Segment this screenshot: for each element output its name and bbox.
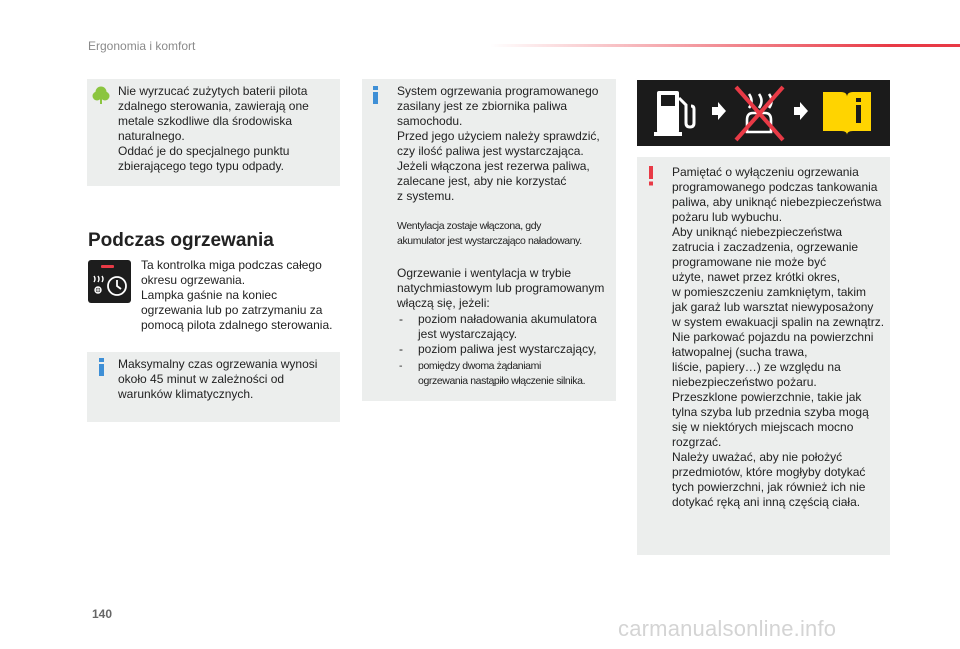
warning-icon — [647, 166, 655, 186]
section-title: Podczas ogrzewania — [88, 230, 274, 251]
section-header: Ergonomia i komfort — [88, 39, 196, 53]
condition-item: - poziom paliwa jest wystarczający, — [397, 342, 612, 357]
conditions-list — [397, 312, 612, 389]
arrow-right-icon — [712, 102, 726, 120]
info-system-text: System ogrzewania programowanego zasilany jest ze zbiornika paliwa samochodu. Przed jego użyciem należy sprawdzić, czy ilość paliwa jest wystarczająca. Jeżeli włączona jest rezerwa paliwa, zalecane jest, aby nie korzystać z systemu. — [397, 84, 600, 203]
indicator-description: Ta kontrolka miga podczas całego okresu ogrzewania. Lampka gaśnie na koniec ogrzewania lub po zatrzymaniu za pomocą pilota zdalnego sterowania. — [141, 258, 333, 332]
condition-item: - poziom naładowania akumulatora jest wystarczający. — [397, 312, 612, 342]
warning-note-text: Pamiętać o wyłączeniu ogrzewania programowanego podczas tankowania paliwa, aby uniknąć niebezpieczeństwa pożaru lub wybuchu. Aby uniknąć niebezpieczeństwa zatrucia i zaczadzenia, ogrzewanie programowane nie może być użyte, nawet przez krótki okres, w pomieszczeniu zamkniętym, takim jak garaż lub warsztat niewyposażony w system ewakuacji spalin na zewnątrz. Nie parkować pojazdu na powierzchni łatwopalnej (sucha trawa, liście, papiery…) ze względu na niebezpieczeństwo pożaru. Przeszklone powierzchnie, takie jak tylna szyba lub przednia szyba mogą się w niektórych miejscach mocno rozgrzać. Należy uważać, aby nie położyć przedmiotów, które mogłyby dotykać tych powierzchni, jak również ich nie dotykać ręką ani inną częścią ciała. — [672, 165, 885, 509]
condition-item: - pomiędzy dwoma żądaniami ogrzewania nastąpiło włączenie silnika. — [397, 359, 612, 389]
fuel-pump-icon — [654, 91, 694, 136]
heating-crossed-icon — [736, 87, 783, 140]
refuel-warning-banner — [637, 80, 890, 146]
watermark: carmanualsonline.info — [618, 616, 837, 641]
arrow-right-icon — [794, 102, 808, 120]
page-number: 140 — [92, 607, 113, 621]
ventilation-note: Wentylacja zostaje włączona, gdy akumulator jest wystarczająco naładowany. — [397, 220, 582, 247]
info-icon — [96, 358, 108, 376]
info-icon — [370, 86, 382, 104]
info-max-time-text: Maksymalny czas ogrzewania wynosi około 45 minut w zależności od warunków klimatycznych. — [118, 357, 318, 401]
heating-indicator-icon — [88, 260, 131, 303]
leaf-icon — [92, 86, 110, 104]
header-accent-line — [490, 44, 960, 47]
conditions-intro: Ogrzewanie i wentylacja w trybie natychmiastowym lub programowanym włączą się, jeżeli: — [397, 266, 605, 310]
manual-book-icon — [823, 92, 871, 135]
eco-note-text: Nie wyrzucać zużytych baterii pilota zdalnego sterowania, zawierają one metale szkodliwe dla środowiska naturalnego. Oddać je do specjalnego punktu zbierającego tego typu odpady. — [118, 84, 309, 173]
